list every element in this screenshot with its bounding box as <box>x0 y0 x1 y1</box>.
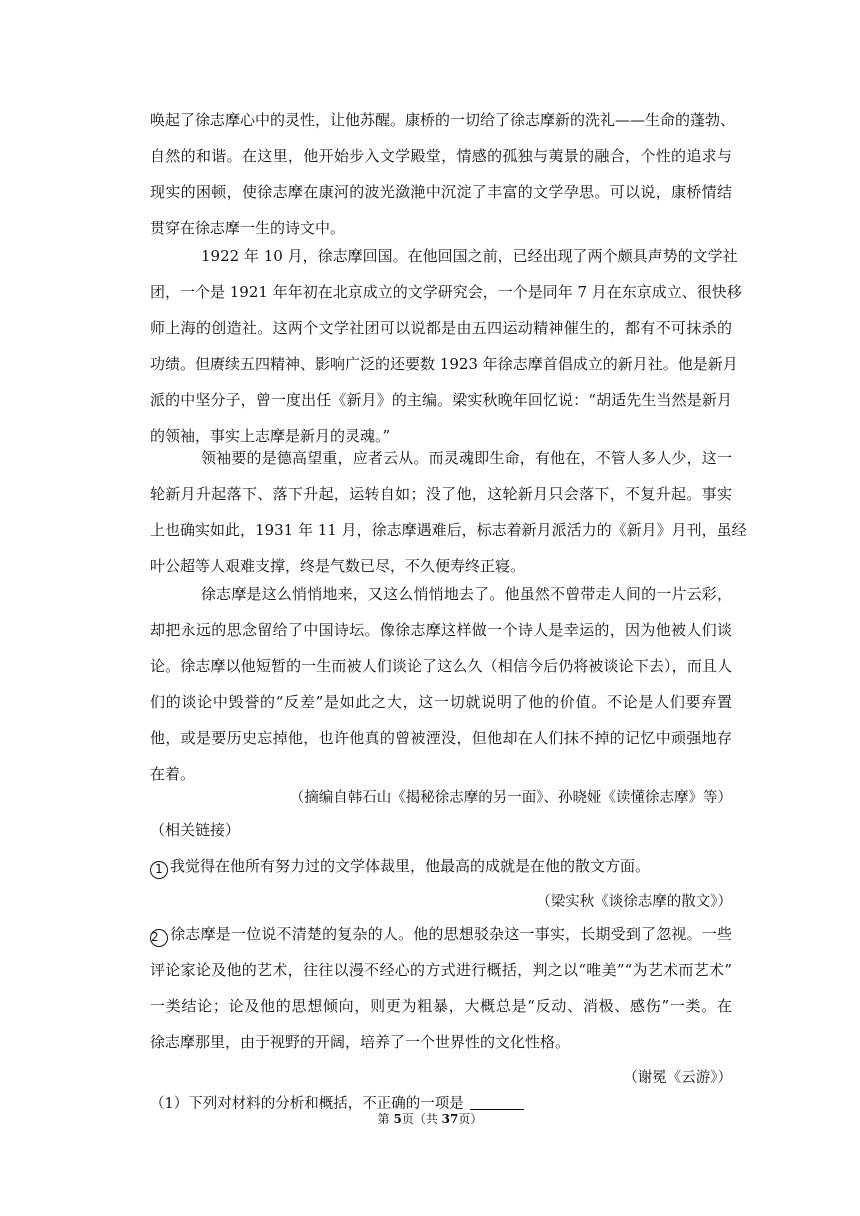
text-line: 徐志摩那里，由于视野的开阔，培养了一个世界性的文化性格。 <box>150 1033 571 1051</box>
text-line: 唤起了徐志摩心中的灵性，让他苏醒。康桥的一切给了徐志摩新的洗礼——生命的蓬勃、 <box>150 111 736 129</box>
text-line: 自然的和谐。在这里，他开始步入文学殿堂，情感的孤独与荑景的融合，个性的追求与 <box>150 147 732 165</box>
circled-number-1: 1 <box>150 861 168 879</box>
question-text: （1）下列对材料的分析和概括，不正确的一项是 <box>150 1096 464 1112</box>
text-line: 领袖要的是德高望重，应者云从。而灵魂即生命，有他在，不管人多人少，这一 <box>201 449 732 467</box>
text-line: 评论家论及他的艺术，往往以漫不经心的方式进行概括，判之以“唯美”“为艺术而艺术” <box>150 961 732 979</box>
paragraph-3 <box>150 440 747 584</box>
link-2-source: （谢冕《云游》） <box>623 1070 732 1086</box>
circled-number-2: 2 <box>150 929 168 947</box>
related-links-section <box>150 812 732 848</box>
paragraph-2 <box>150 238 742 454</box>
text-line: 却把永远的思念留给了中国诗坛。像徐志摩这样做一个诗人是幸运的，因为他被人们谈 <box>150 621 732 639</box>
answer-blank[interactable] <box>470 1095 524 1110</box>
text-line: 上也确实如此，1931 年 11 月，徐志摩遇难后，标志着新月派活力的《新月》月刊，虽经 <box>150 521 747 539</box>
text-line: 师上海的创造社。这两个文学社团可以说都是由五四运动精神催生的，都有不可抹杀的 <box>150 319 732 337</box>
related-links-heading: （相关链接） <box>150 821 241 839</box>
text-line: 功绩。但赓续五四精神、影响广泛的还要数 1923 年徐志摩首倡成立的新月社。他是新月 <box>150 355 738 373</box>
text-line: 团，一个是 1921 年年初在北京成立的文学研究会，一个是同年 7 月在东京成立、很快移 <box>150 283 742 301</box>
text-line: 叶公超等人艰难支撑，终是气数已尽，不久便寿终正寝。 <box>150 557 526 575</box>
source-attribution <box>150 780 732 816</box>
link-2-text: 徐志摩是一位说不清楚的复杂的人。他的思想驳杂这一事实，长期受到了忽视。一些 <box>170 925 732 943</box>
footer-prefix: 第 <box>377 1112 394 1126</box>
text-line: 1922 年 10 月，徐志摩回国。在他回国之前，已经出现了两个颇具声势的文学社 <box>201 247 738 265</box>
footer-middle: 页（共 <box>401 1112 442 1126</box>
text-line: 徐志摩是这么悄悄地来，又这么悄悄地去了。他虽然不曾带走人间的一片云彩， <box>201 585 732 603</box>
text-line: 贯穿在徐志摩一生的诗文中。 <box>150 219 346 237</box>
text-line: 论。徐志摩以他短暂的一生而被人们谈论了这么久（相信今后仍将被谈论下去），而且人 <box>150 657 732 675</box>
text-line: 一类结论；论及他的思想倾向，则更为粗暴，大概总是“反动、消极、感伤”一类。在 <box>150 997 732 1015</box>
footer-suffix: 页） <box>458 1112 483 1126</box>
link-1-source: （梁实秋《谈徐志摩的散文》） <box>536 894 732 910</box>
text-line <box>150 916 732 952</box>
source-citation: （摘编自韩石山《揭秘徐志摩的另一面》、孙晓娅《读懂徐志摩》等） <box>289 790 732 806</box>
related-link-1 <box>150 848 732 920</box>
text-line: 在着。 <box>150 765 196 783</box>
page-footer <box>0 1111 860 1127</box>
text-line: 派的中坚分子，曾一度出任《新月》的主编。梁实秋晚年回忆说：“胡适先生当然是新月 <box>150 391 732 409</box>
paragraph-1 <box>150 102 736 246</box>
text-line: 现实的困顿，使徐志摩在康河的波光潋滟中沉淀了丰富的文学孕思。可以说，康桥情结 <box>150 183 732 201</box>
page-number: 5 <box>393 1112 402 1126</box>
paragraph-4 <box>150 576 732 792</box>
text-line: 他，或是要历史忘掉他，也许他真的曾被湮没，但他却在人们抹不掉的记忆中顽强地存 <box>150 729 732 747</box>
related-link-2 <box>150 916 732 1096</box>
text-line: 们的谈论中毁誉的“反差”是如此之大，这一切就说明了他的价值。不论是人们要弃置 <box>150 693 732 711</box>
text-line: 轮新月升起落下、落下升起，运转自如；没了他，这轮新月只会落下，不复升起。事实 <box>150 485 732 503</box>
text-line: 的领袖，事实上志摩是新月的灵魂。” <box>150 427 391 445</box>
link-1-text: 我觉得在他所有努力过的文学体裁里，他最高的成就是在他的散文方面。 <box>170 857 651 875</box>
total-pages: 37 <box>441 1112 459 1126</box>
text-line <box>150 848 732 884</box>
